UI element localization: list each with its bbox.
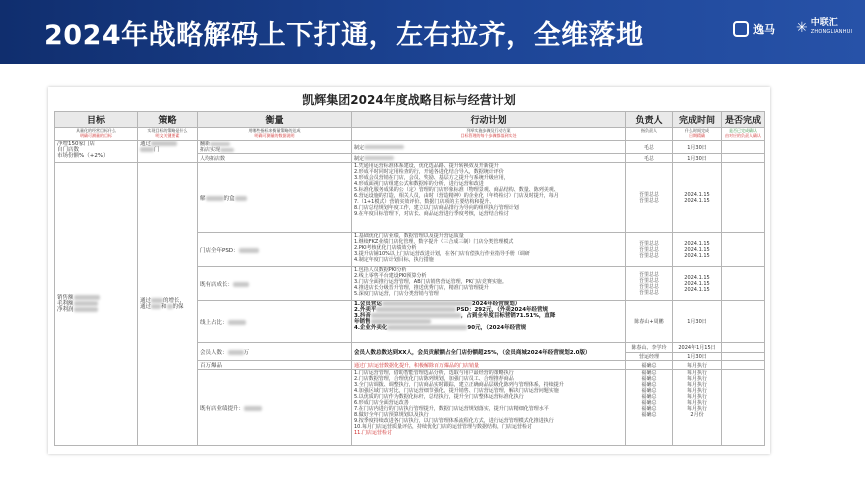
deadline-2: 1月30日 (673, 154, 722, 163)
deadline-18: 每月执行 (686, 388, 707, 394)
owner-14: 营运经理 (626, 353, 673, 361)
action-member: 会员人数总数达到XX人，会员贡献额占全门店份额超25%，（会员商城2024年经营规划2.0版） (352, 343, 626, 361)
col-action: 行动计划 (352, 112, 626, 128)
owner-6: 吾里总总 (638, 246, 659, 253)
strategy-line-2: 门 (154, 147, 160, 153)
deadline-13: 1月30日 (673, 353, 722, 361)
online-5: 4.企业外卖化 (354, 325, 388, 331)
perf-8: 8.做好全年门店预算规划以及执行 (354, 412, 429, 418)
sub-measure-1: 用哪些指标来衡量策略的达成 (248, 128, 301, 133)
header-banner (0, 0, 865, 64)
strategy2-a: 通过 (140, 298, 152, 304)
action-b1-6: 6.营运设施的打造，相关人员，由时（营造精神）的企业化（年终检讨）门店及时提升，每月 (354, 193, 559, 199)
strategy2-d: 和 (161, 304, 167, 310)
perf-1: 1.门店运营管理，借助智能管理选品分析，选取与用户最经营的策略执行 (354, 370, 514, 376)
sub-measure-2: 明确可测量的数据说明 (254, 133, 295, 138)
owner-1: 毛总 (626, 141, 673, 154)
perf-6: 6.形成门店全面营运改善 (354, 400, 409, 406)
action-plan-1: 制定 (354, 144, 365, 151)
measure-online-share: 线上占比： (200, 319, 228, 326)
owner-19: 福确总 (641, 388, 657, 394)
deadline-15: 每月执行 (686, 370, 707, 376)
measure-performance: 既有店业绩提升： (200, 405, 245, 412)
online-2: 2.外卖平 (354, 307, 377, 313)
deadline-6: 2024.1.15 (684, 246, 710, 253)
deadline-3: 2024.1.15 (684, 191, 710, 198)
online-3: 3.抖音 (354, 313, 371, 319)
logo-zhonglianhui (796, 19, 852, 37)
owner-11: 吾里总总 (638, 289, 659, 296)
owner-5: 吾里总总 (638, 240, 659, 247)
sub-goal-2: 明确可测量的目标 (80, 133, 112, 138)
logo-zhonglianhui-text: 中联汇 (810, 18, 838, 28)
strategy2-e: 的保 (172, 304, 184, 310)
sub-done-1: 是否已完成确认 (729, 128, 757, 133)
deadline-19: 每月执行 (686, 394, 707, 400)
plan-document (48, 87, 770, 454)
owner-15: 福确总 (626, 361, 673, 370)
deadline-12: 2024年1月15日 (673, 343, 722, 353)
goal-line-3: 市场份额 (57, 153, 80, 159)
goal2-net-profit: 净利润 (57, 307, 74, 313)
goal-line-1: 净增150家门店 (57, 141, 95, 147)
deadline-4: 2024.1.15 (684, 197, 710, 204)
owner-18: 福确总 (641, 382, 657, 388)
deadline-16: 每月执行 (686, 376, 707, 382)
table-subheader-row (55, 128, 765, 141)
sub-strategy-1: 实现目标的策略是什么 (147, 128, 188, 133)
action-b1-5: 5.标准化服务成果的公（定）管理的门店形象标准（物理景观、商品结构、数量、陈列美观、 (354, 187, 559, 193)
online-1: 1.会员营运 (354, 301, 382, 307)
owner-4: 吾里总总 (638, 197, 659, 204)
action-b3-2: 2.线上零售平台建设PKI预算分析 (354, 273, 427, 279)
deadline-7: 2024.1.15 (684, 252, 710, 259)
owner-17: 福确总 (641, 376, 657, 382)
action-b2-4: 3.提升店铺10%以上门店运营改进计划，在各门店有偿执行作业指导手册（调研 (354, 251, 530, 257)
perf-10: 10.每月门店运营质量评估，持续优化门店的运营管理与数据结构，门店运营检讨 (354, 424, 532, 430)
action-b3-5: 5.深度门店运营，门店分类营销与管理 (354, 291, 439, 297)
table-header-row (55, 112, 765, 128)
measure-renovate: 翻新 (200, 141, 211, 147)
document-title: 凯辉集团2024年度战略目标与经营计划 (302, 93, 516, 107)
deadline-8: 2024.1.15 (684, 274, 710, 281)
goal-line-2: 自门店数 (57, 147, 80, 153)
owner-23: 福确总 (641, 412, 657, 418)
deadline-20: 每月执行 (686, 400, 707, 406)
measure-store-growth: 既有店成长： (200, 281, 234, 288)
strategy2-b: 的增长， (163, 298, 186, 304)
online-extra-2: PSD：292元，（外卖2024年经营规 (456, 307, 549, 313)
measure-gold-tail: 的盒 (223, 195, 235, 202)
logo-yima-text: 逸马 (753, 23, 775, 36)
logo-yima (733, 21, 775, 37)
goal2-sales: 销售额 (57, 295, 74, 301)
owner-21: 福确总 (641, 400, 657, 406)
owner-12: 陈春山+周鹏 (626, 301, 673, 343)
slide-title: 2024年战略解码上下打通，左右拉齐，全维落地 (44, 20, 644, 51)
deadline-21: 每月执行 (686, 406, 707, 412)
measure-store-psd: 门店全年PSD： (200, 247, 239, 254)
logo-zhonglianhui-sub: ZHONGLIANHUI (810, 29, 853, 35)
sub-action-2: 目标管理的每个步骤都落到实处 (460, 133, 517, 138)
action-b1-4: 4.形成面视门店组建公式和数据库的分析，进行运营和改进 (354, 181, 484, 187)
yima-logo-icon (733, 21, 749, 37)
owner-20: 福确总 (641, 394, 657, 400)
perf-11: 11.门店运营检讨 (354, 430, 392, 436)
deadline-17: 每月执行 (686, 382, 707, 388)
action-b2-2: 1.继续FKZ业绩门店化管理，数字提升（三合成三制）门店分类管理模式 (354, 239, 514, 245)
action-b2-1: 1.基础优化门店业绩，数据管理以及提升营运质量 (354, 233, 464, 239)
sub-goal-1: 具量化的经营目标什么 (76, 128, 116, 133)
deadline-9: 2024.1.15 (684, 280, 710, 287)
perf-7: 7.在门店内进行的门店执行管理提升，数据门店运营规划落实，提升门店精细化管理水平 (354, 406, 549, 412)
owner-16: 福确总 (641, 370, 657, 376)
perf-2: 2.门店数据管理，合理优化门店陈列规划，加强门店员工、合理推荐商品 (354, 376, 514, 382)
deadline-5: 2024.1.15 (684, 240, 710, 247)
deadline-11: 1月30日 (673, 301, 722, 343)
measure-members: 会员人数： (200, 349, 228, 356)
owner-10: 吾里总总 (638, 283, 659, 290)
col-deadline: 完成时间 (673, 112, 722, 128)
sub-strategy-2: 明文关键要素 (155, 133, 180, 138)
strategy-plan-table (54, 111, 765, 446)
sub-owner: 指负责人 (641, 128, 657, 133)
action-b1-1: 1.凭通用运营标准体系建设，优化选品路、提升转换效及开新提升 (354, 163, 499, 169)
sub-deadline-1: 什么时间完成 (685, 128, 709, 133)
perf-3: 3.全门店调拨、调整执行，门店商品实时跟踪，建立正确商品层级化陈列与管理体系，持续提升 (354, 382, 564, 388)
action-b3-3: 3.门店全面推行运营管理，AB门店销售营运管理，PK门店竞赛实施。 (354, 279, 507, 285)
action-b1-9: 9.在年度目标管理下，对店长、商品运营进行季度考核，运营结合检讨 (354, 211, 509, 217)
measure-expand: 拓店实现 (200, 147, 221, 153)
zhonglianhui-logo-icon: ✳ (796, 20, 808, 36)
online-4: 年销售 (354, 319, 371, 325)
action-b1-7: 7.（1+1模式）营销实效评价、数据门店项的主要结构和提升、 (354, 199, 495, 205)
perf-4: 4.加强区域门店对比，门店运营细节强化，提升销售、门店营运管理，解决门店运营问题实施 (354, 388, 559, 394)
online-extra-4: 90元，（2024年经营规 (467, 325, 527, 331)
col-measure: 衡量 (198, 112, 352, 128)
action-b1-2: 2.形成平时同时定用检查的行，开通各进化结合导入，数据统计评价 (354, 169, 504, 175)
deadline-10: 2024.1.15 (684, 286, 710, 293)
sub-done-2: 由对应的负责人确认 (725, 133, 761, 138)
deadline-14: 每月执行 (673, 361, 722, 370)
action-b1-3: 3.形成会员营销在门店，会员、奖励、基层方之提升与系统升级应用， (354, 175, 509, 181)
owner-13: 陈春山、李学玲 (626, 343, 673, 353)
online-extra-3: ，占到全年度目标营销71.51%，直降 (460, 313, 556, 319)
strategy2-c: 通过 (140, 304, 152, 310)
goal2-margin: 毛利额 (57, 301, 74, 307)
measure-gold: 解 (200, 195, 206, 202)
sub-action-1: 列举实施步骤及行动方案 (466, 128, 511, 133)
owner-7: 吾里总总 (638, 252, 659, 259)
owner-8: 吾里总总 (638, 271, 659, 278)
perf-5: 5.以优质的门店作为数据化标杆，总结执行，提升全门店整体运营标准化执行 (354, 394, 524, 400)
col-done: 是否完成 (722, 112, 765, 128)
deadline-22: 2月份 (690, 412, 704, 418)
measure-baiwan: 百万爆品 (200, 363, 223, 369)
measure-members-unit: 万 (243, 349, 250, 356)
action-baiwan: 通过门店运营数据化提升，积极解除百万爆品的门店销量 (352, 361, 626, 370)
col-strategy: 策略 (138, 112, 198, 128)
measure-per-capita: 人均拓店数 (200, 155, 226, 162)
perf-9: 9.按季度持续改进各门店执行，以门店管理体系流程化方式，进行运营管理模式化推进执行 (354, 418, 554, 424)
deadline-1: 1月30日 (673, 141, 722, 154)
action-plan-2: 制定 (354, 155, 365, 162)
col-owner: 负责人 (626, 112, 673, 128)
action-b2-5: 4.制定年度门店计划目标，执行措施 (354, 257, 434, 263)
online-extra-1: 2024年经营规划） (471, 301, 521, 307)
strategy-line-1: 通过 (140, 141, 152, 147)
sub-deadline-2: 日期精确 (689, 133, 705, 138)
owner-2: 毛总 (626, 154, 673, 163)
action-b3-1: 1.包括人员数据PKI分析 (354, 267, 407, 273)
owner-22: 福确总 (641, 406, 657, 412)
action-b1-8: 8.门店总结规划年度工作，建立以门店商品排行为导向的组织执行管理计划 (354, 205, 519, 211)
action-b2-3: 2.PKI考核优化门店绩效分析 (354, 245, 417, 251)
action-b3-4: 4.推进店长分级晋升管理，推送优秀门店，精准门店管理提升 (354, 285, 489, 291)
col-goal: 目标 (55, 112, 138, 128)
owner-3: 吾里总总 (638, 191, 659, 198)
owner-9: 吾里总总 (638, 277, 659, 284)
table-row (55, 163, 765, 233)
goal-line-4: %（+2%） (79, 153, 109, 159)
table-row (55, 141, 765, 154)
